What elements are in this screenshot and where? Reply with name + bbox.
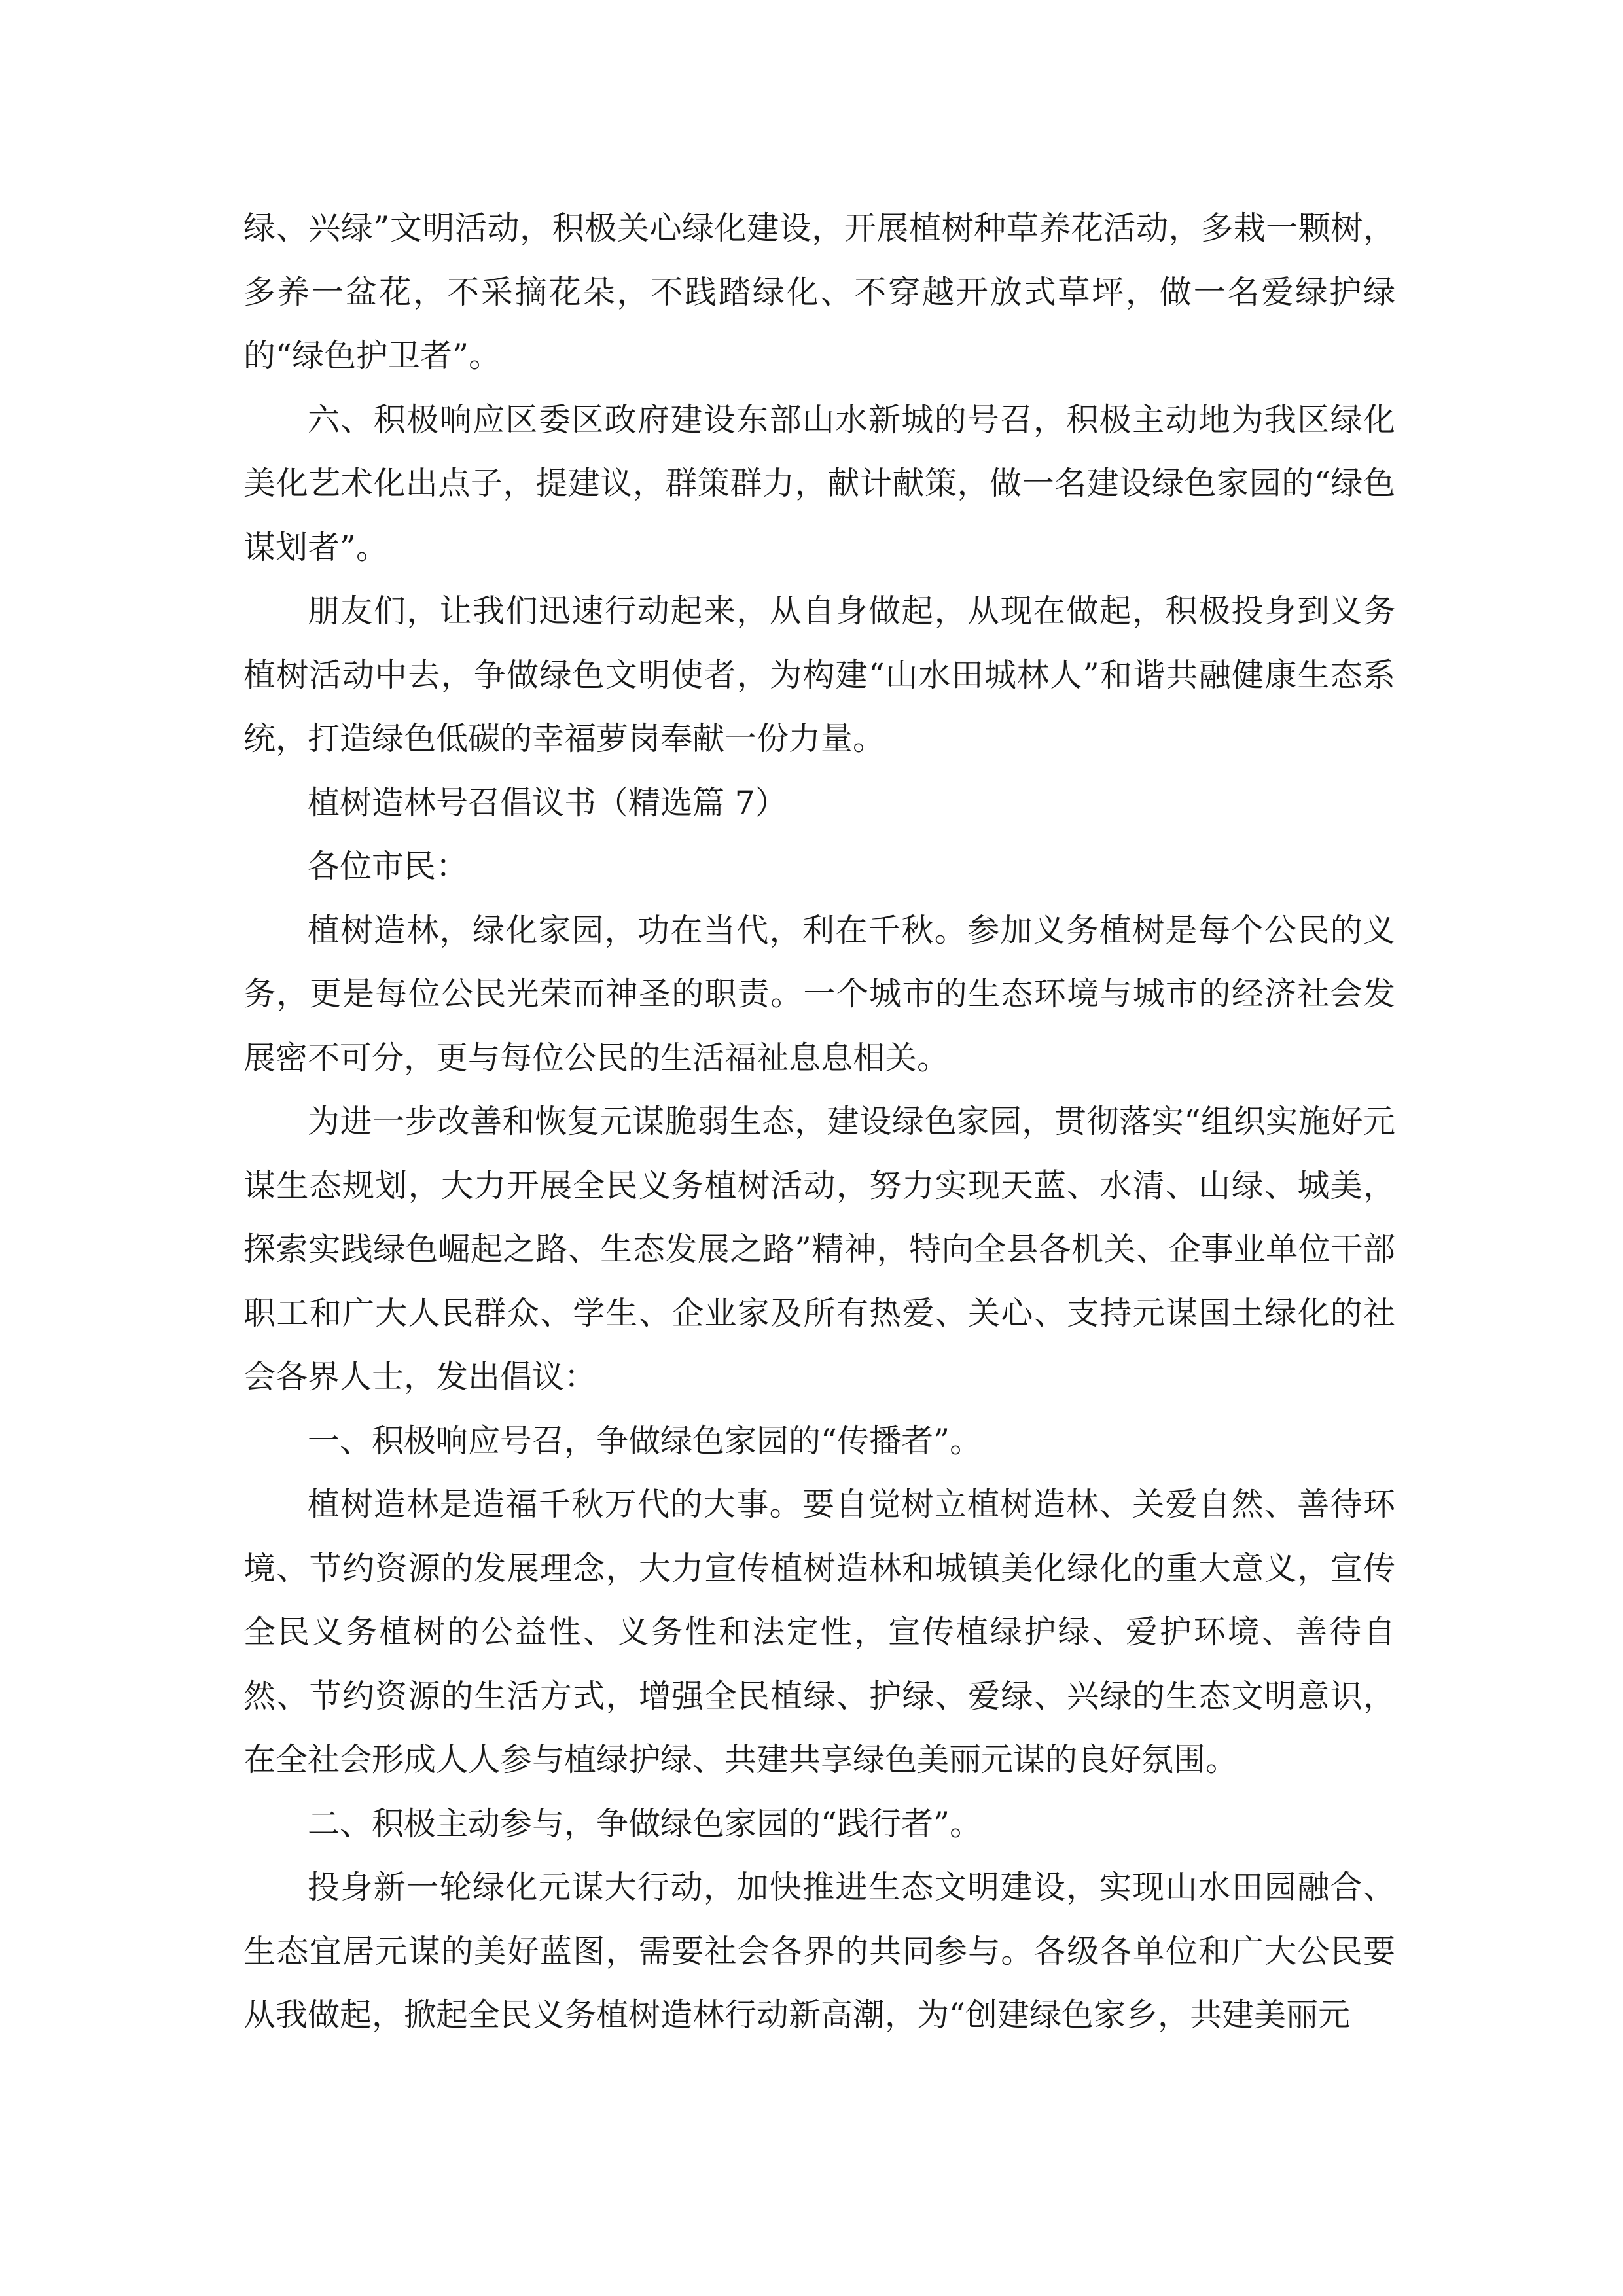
paragraph-3: 朋友们，让我们迅速行动起来，从自身做起，从现在做起，积极投身到义务植树活动中去，争做绿色文明使者，为构建“山水田城林人”和谐共融健康生态系统，打造绿色低碳的幸福萝岗奉献一份力量。 <box>243 592 1395 757</box>
point-heading-2: 二、积极主动参与，争做绿色家园的“践行者”。 <box>308 1804 982 1842</box>
paragraph-6: 植树造林，绿化家园，功在当代，利在千秋。参加义务植树是每个公民的义务，更是每位公民光荣而神圣的职责。一个城市的生态环境与城市的经济社会发展密不可分，更与每位公民的生活福祉息息相关。 <box>243 911 1395 1077</box>
document-body <box>243 196 1395 2047</box>
paragraph-9: 植树造林是造福千秋万代的大事。要自觉树立植树造林、关爱自然、善待环境、节约资源的发展理念，大力宣传植树造林和城镇美化绿化的重大意义，宣传全民义务植树的公益性、义务性和法定性，宣传植绿护绿、爱护环境、善待自然、节约资源的生活方式，增强全民植绿、护绿、爱绿、兴绿的生态文明意识，在全社会形成人人参与植绿护绿、共建共享绿色美丽元谋的良好氛围。 <box>243 1486 1395 1778</box>
paragraph-11: 投身新一轮绿化元谋大行动，加快推进生态文明建设，实现山水田园融合、生态宜居元谋的美好蓝图，需要社会各界的共同参与。各级各单位和广大公民要从我做起，掀起全民义务植树造林行动新高潮，为“创建绿色家乡，共建美丽元 <box>243 1869 1395 2034</box>
paragraph-7: 为进一步改善和恢复元谋脆弱生态，建设绿色家园，贯彻落实“组织实施好元谋生态规划，大力开展全民义务植树活动，努力实现天蓝、水清、山绿、城美，探索实践绿色崛起之路、生态发展之路”精神，特向全县各机关、企事业单位干部职工和广大人民群众、学生、企业家及所有热爱、关心、支持元谋国土绿化的社会各界人士，发出倡议： <box>243 1103 1395 1395</box>
salutation: 各位市民： <box>308 848 469 885</box>
paragraph-2: 六、积极响应区委区政府建设东部山水新城的号召，积极主动地为我区绿化美化艺术化出点子，提建议，群策群力，献计献策，做一名建设绿色家园的“绿色谋划者”。 <box>243 401 1395 566</box>
point-heading-1: 一、积极响应号召，争做绿色家园的“传播者”。 <box>308 1422 982 1460</box>
section-heading: 植树造林号召倡议书（精选篇 7） <box>308 783 787 821</box>
paragraph-1: 绿、兴绿”文明活动，积极关心绿化建设，开展植树种草养花活动，多栽一颗树，多养一盆花，不采摘花朵，不践踏绿化、不穿越开放式草坪，做一名爱绿护绿的“绿色护卫者”。 <box>243 209 1395 374</box>
